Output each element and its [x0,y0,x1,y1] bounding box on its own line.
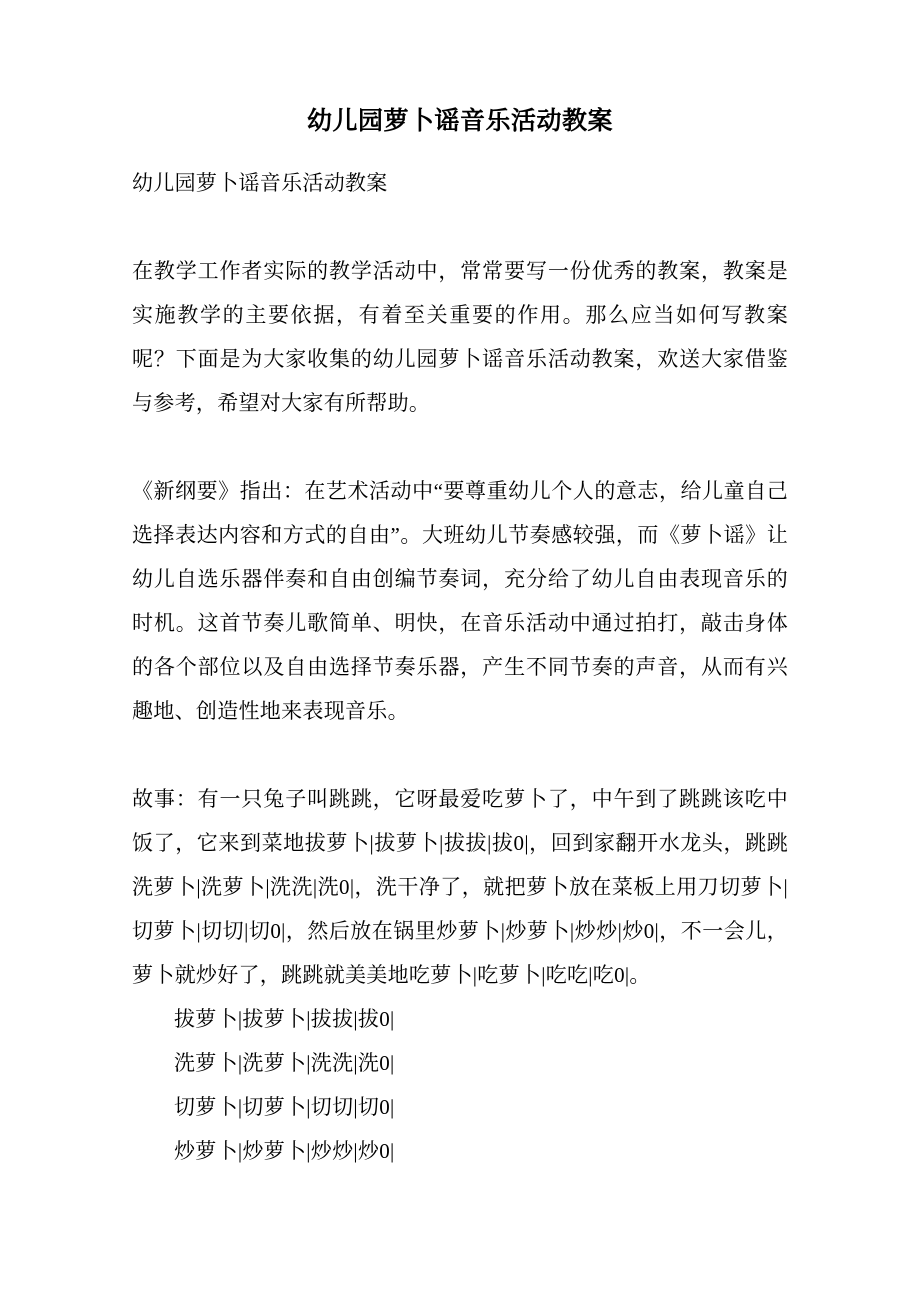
paragraph-spacer [132,205,788,249]
rhythm-line: 洗萝卜|洗萝卜|洗洗|洗0| [174,1051,395,1075]
document-subtitle: 幼儿园萝卜谣音乐活动教案 [132,171,388,195]
page-title: 幼儿园萝卜谣音乐活动教案 [306,107,613,135]
rhythm-line: 炒萝卜|炒萝卜|炒炒|炒0| [174,1139,395,1163]
paragraph-intro: 在教学工作者实际的教学活动中，常常要写一份优秀的教案，教案是实施教学的主要依据，有着至关重要的作用。那么应当如何写教案呢？下面是为大家收集的幼儿园萝卜谣音乐活动教案，欢送大家借鉴与参考，希望对大家有所帮助。 [132,259,788,415]
rhythm-line: 切萝卜|切萝卜|切切|切0| [174,1095,395,1119]
paragraph-story: 故事：有一只兔子叫跳跳，它呀最爱吃萝卜了，中午到了跳跳该吃中饭了，它来到菜地拔萝卜|拔萝卜|拔拔|拔0|，回到家翻开水龙头，跳跳洗萝卜|洗萝卜|洗洗|洗0|，洗干净了，就把萝卜放在菜板上用刀切萝卜|切萝卜|切切|切0|，然后放在锅里炒萝卜|炒萝卜|炒炒|炒0|，不一会儿，萝卜就炒好了，跳跳就美美地吃萝卜|吃萝卜|吃吃|吃0|。 [132,787,788,987]
paragraph-spacer [132,425,788,469]
rhythm-line: 拔萝卜|拔萝卜|拔拔|拔0| [174,1007,395,1031]
paragraph-spacer [132,733,788,777]
paragraph-design-intent: 《新纲要》指出：在艺术活动中“要尊重幼儿个人的意志，给儿童自己选择表达内容和方式的自由”。大班幼儿节奏感较强，而《萝卜谣》让幼儿自选乐器伴奏和自由创编节奏词，充分给了幼儿自由表现音乐的时机。这首节奏儿歌简单、明快，在音乐活动中通过拍打，敲击身体的各个部位以及自由选择节奏乐器，产生不同节奏的声音，从而有兴趣地、创造性地来表现音乐。 [132,479,788,723]
